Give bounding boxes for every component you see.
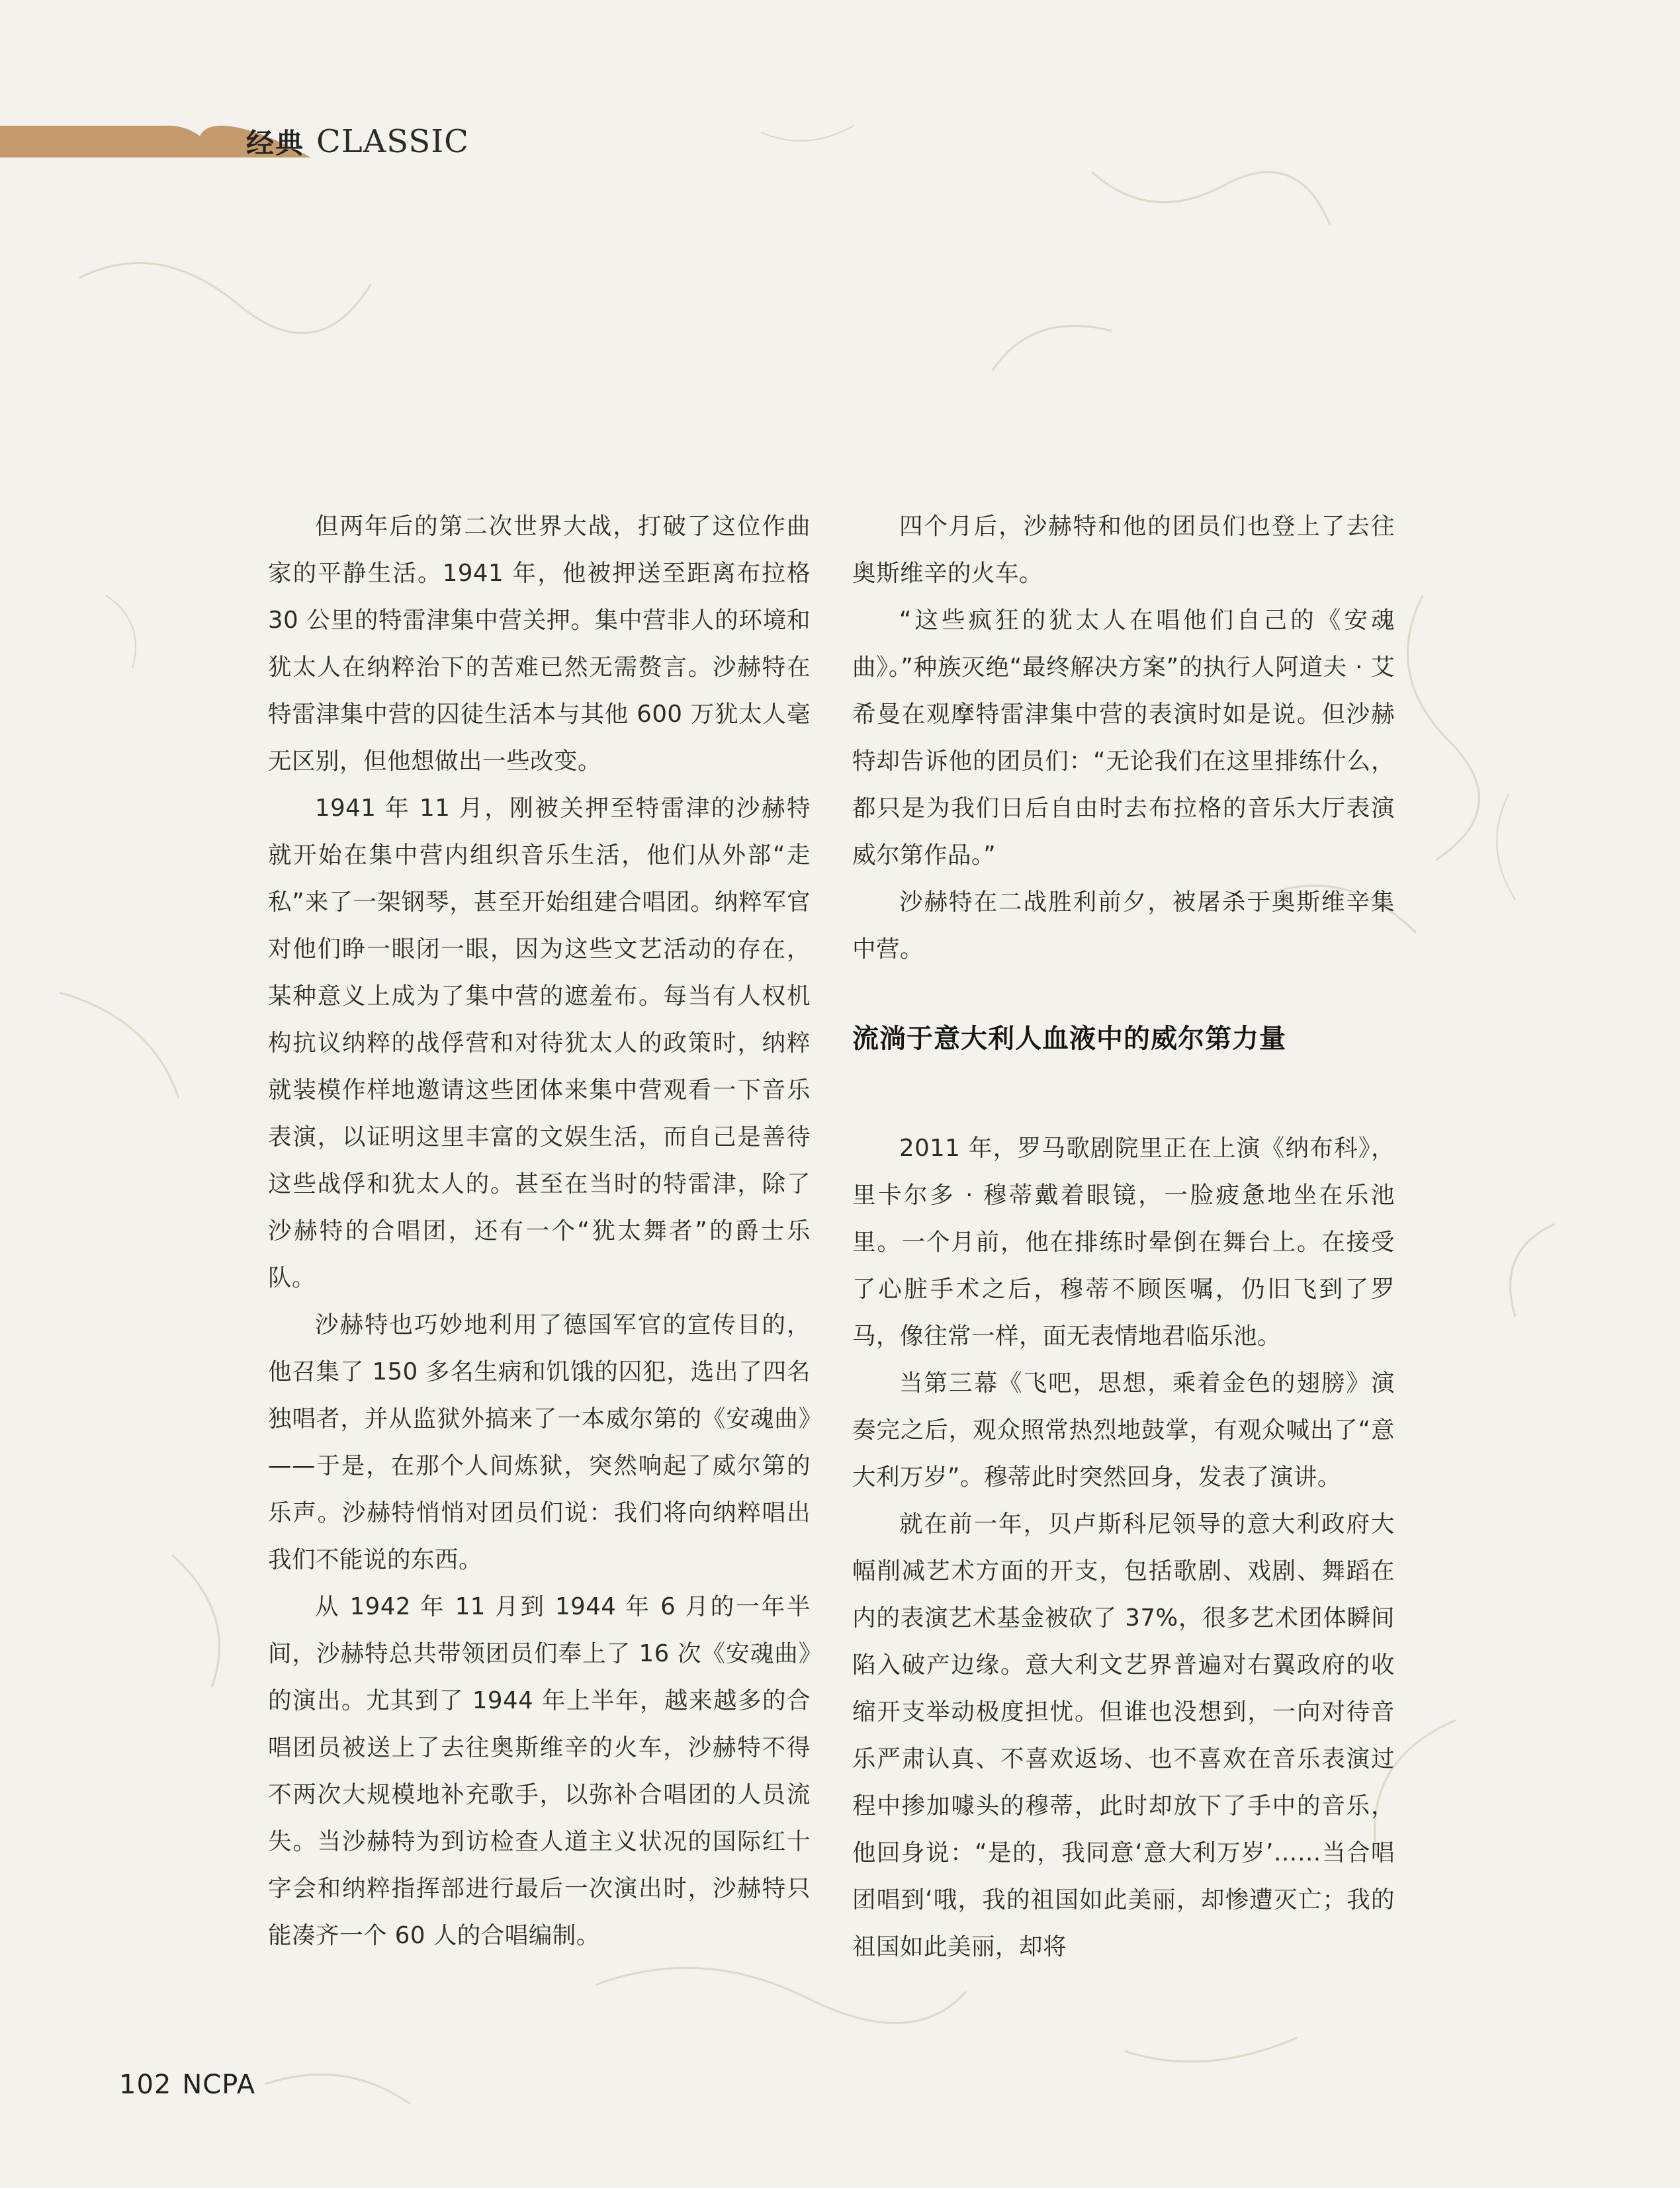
section-label-english: CLASSIC: [316, 123, 469, 160]
section-label-chinese: 经典: [246, 127, 305, 159]
body-paragraph: “这些疯狂的犹太人在唱他们自己的《安魂曲》。”种族灭绝“最终解决方案”的执行人阿道夫 · 艾希曼在观摩特雷津集中营的表演时如是说。但沙赫特却告诉他的团员们：“无论我们在这里排练什么，都只是为我们日后自由时去布拉格的音乐大厅表演威尔第作品。”: [852, 607, 1395, 869]
body-paragraph: 但两年后的第二次世界大战，打破了这位作曲家的平静生活。1941 年，他被押送至距离布拉格 30 公里的特雷津集中营关押。集中营非人的环境和犹太人在纳粹治下的苦难已然无需赘言。沙赫特在特雷津集中营的囚徒生活本与其他 600 万犹太人毫无区别，但他想做出一些改变。: [268, 513, 811, 775]
body-paragraph: 四个月后，沙赫特和他的团员们也登上了去往奥斯维辛的火车。: [852, 513, 1395, 587]
left-column: [268, 503, 811, 1959]
body-paragraph: 当第三幕《飞吧，思想，乘着金色的翅膀》演奏完之后，观众照常热烈地鼓掌，有观众喊出了“意大利万岁”。穆蒂此时突然回身，发表了演讲。: [852, 1370, 1395, 1491]
section-heading: 流淌于意大利人血液中的威尔第力量: [852, 1024, 1286, 1054]
body-paragraph: 从 1942 年 11 月到 1944 年 6 月的一年半间，沙赫特总共带领团员们奉上了 16 次《安魂曲》的演出。尤其到了 1944 年上半年，越来越多的合唱团员被送上了去往奥斯维辛的火车，沙赫特不得不两次大规模地补充歌手，以弥补合唱团的人员流失。当沙赫特为到访检查人道主义状况的国际红十字会和纳粹指挥部进行最后一次演出时，沙赫特只能凑齐一个 60 人的合唱编制。: [268, 1593, 811, 1949]
body-paragraph: 就在前一年，贝卢斯科尼领导的意大利政府大幅削减艺术方面的开支，包括歌剧、戏剧、舞蹈在内的表演艺术基金被砍了 37%，很多艺术团体瞬间陷入破产边缘。意大利文艺界普遍对右翼政府的收缩开支举动极度担忧。但谁也没想到，一向对待音乐严肃认真、不喜欢返场、也不喜欢在音乐表演过程中掺加噱头的穆蒂，此时却放下了手中的音乐，他回身说：“是的，我同意‘意大利万岁’……当合唱团唱到‘哦，我的祖国如此美丽，却惨遭灭亡；我的祖国如此美丽，却将: [852, 1510, 1395, 1960]
section-header: [246, 119, 469, 164]
body-paragraph: 沙赫特在二战胜利前夕，被屠杀于奥斯维辛集中营。: [852, 889, 1395, 963]
magazine-name: NCPA: [182, 2070, 256, 2100]
page-footer: [119, 2070, 255, 2100]
body-paragraph: 沙赫特也巧妙地利用了德国军官的宣传目的，他召集了 150 多名生病和饥饿的囚犯，选出了四名独唱者，并从监狱外搞来了一本威尔第的《安魂曲》——于是，在那个人间炼狱，突然响起了威尔第的乐声。沙赫特悄悄对团员们说：我们将向纳粹唱出我们不能说的东西。: [268, 1311, 811, 1573]
body-paragraph: 2011 年，罗马歌剧院里正在上演《纳布科》，里卡尔多 · 穆蒂戴着眼镜，一脸疲惫地坐在乐池里。一个月前，他在排练时晕倒在舞台上。在接受了心脏手术之后，穆蒂不顾医嘱，仍旧飞到了罗马，像往常一样，面无表情地君临乐池。: [852, 1135, 1395, 1350]
page-number: 102: [119, 2070, 172, 2100]
body-paragraph: 1941 年 11 月，刚被关押至特雷津的沙赫特就开始在集中营内组织音乐生活，他们从外部“走私”来了一架钢琴，甚至开始组建合唱团。纳粹军官对他们睁一眼闭一眼，因为这些文艺活动的存在，某种意义上成为了集中营的遮羞布。每当有人权机构抗议纳粹的战俘营和对待犹太人的政策时，纳粹就装模作样地邀请这些团体来集中营观看一下音乐表演，以证明这里丰富的文娱生活，而自己是善待这些战俘和犹太人的。甚至在当时的特雷津，除了沙赫特的合唱团，还有一个“犹太舞者”的爵士乐队。: [268, 795, 811, 1291]
right-column: [852, 503, 1395, 1970]
